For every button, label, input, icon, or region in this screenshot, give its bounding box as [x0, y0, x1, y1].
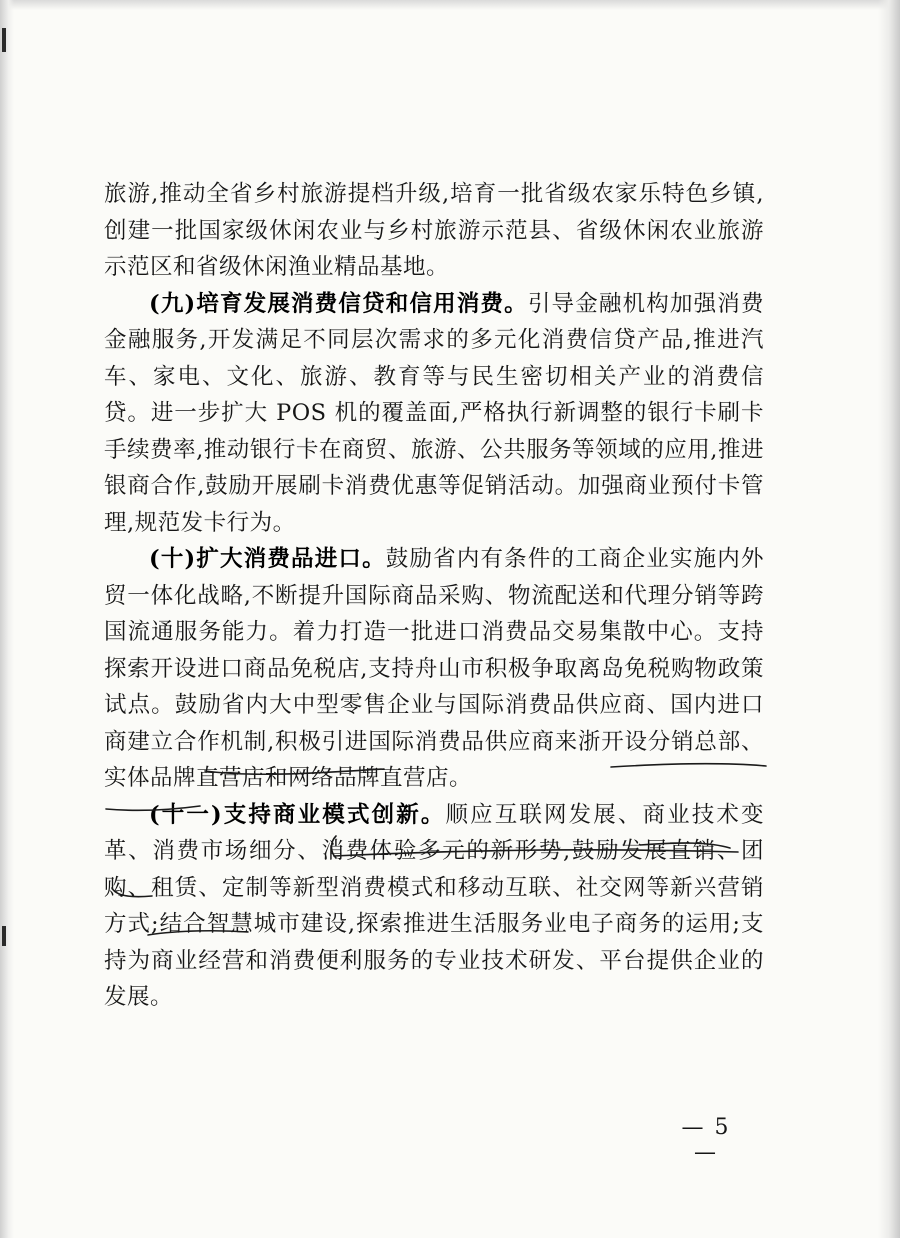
pen-underline-section-11: [148, 931, 248, 935]
section-heading: (十一)支持商业模式创新。: [149, 801, 446, 828]
paragraph-text: 顺应互联网发展、商业技术变革、消费市场细分、消费体验多元的新形势,鼓励发展直销、团购、租赁、定制等新型消费模式和移动互联、社交网等新兴营销方式;结合智慧城市建设,探索推进生活服务业电子商务的运用;支持为商业经营和消费便利服务的专业技术研发、平台提供企业的发展。: [104, 801, 764, 1010]
pen-underline-headquarters: [112, 888, 152, 897]
paragraph-text: 鼓励省内有条件的工商企业实施内外贸一体化战略,不断提升国际商品采购、物流配送和代理分销等跨国流通服务能力。着力打造一批进口消费品交易集散中心。支持探索开设进口商品免税店,支持舟山市积极争取离岛免税购物政策试点。鼓励省内大中型零售企业与国际消费品供应商、国内进口商建立合作机制,积极引进国际消费品供应商来浙开设分销总部、实体品牌直营店和网络品牌直营店。: [104, 546, 764, 791]
paragraph-text: 旅游,推动全省乡村旅游提档升级,培育一批省级农家乐特色乡镇,创建一批国家级休闲农业与乡村旅游示范县、省级休闲农业旅游示范区和省级休闲渔业精品基地。: [104, 181, 764, 280]
pen-underline-import-line: [334, 850, 738, 856]
pen-underline-policy-pilot: [106, 806, 200, 810]
section-heading: (十)扩大消费品进口。: [149, 546, 386, 572]
pen-bracket-open: [332, 836, 337, 858]
section-heading: (九)培育发展消费信贷和信用消费。: [149, 290, 528, 317]
paragraph-text: 引导金融机构加强消费金融服务,开发满足不同层次需求的多元化消费信贷产品,推进汽车、家电、文化、旅游、教育等与民生密切相关产业的消费信贷。进一步扩大 POS 机的覆盖面,严格执行新调整的银行卡刷卡手续费率,推动银行卡在商贸、旅游、公共服务等领域的应用,推进银商合作,鼓励开展刷卡消费优惠等促销活动。加强商业预付卡管理,规范发卡行为。: [104, 290, 764, 536]
pen-underline-duty-free-store: [205, 769, 384, 774]
pen-strike-zhejiang: [640, 843, 730, 848]
pen-underline-island-policy: [611, 764, 766, 767]
page-number: — 5 —: [681, 1115, 731, 1165]
